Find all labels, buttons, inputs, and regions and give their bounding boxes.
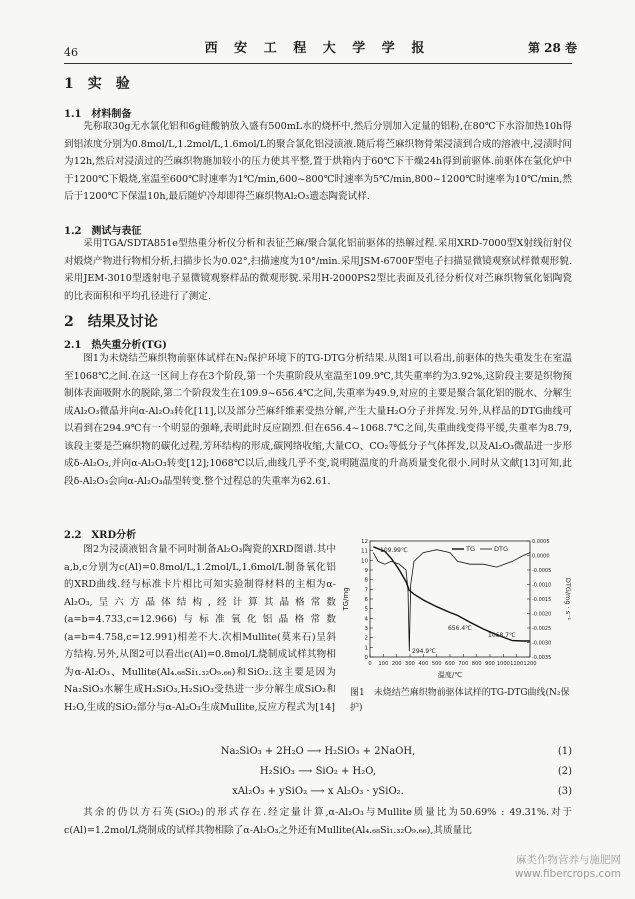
y-left-tick-label: 0: [364, 655, 368, 661]
annotation-656: 656.4℃: [448, 625, 472, 632]
y-left-tick-label: 4: [364, 616, 368, 623]
equation-1: [64, 743, 572, 761]
y-left-tick-label: 6: [364, 597, 368, 603]
paragraph-materials: 先称取30g无水氯化铝和6g硅酸钠放入盛有500mL水的烧杯中,然后分别加入定量的铝粉,在80℃下水浴加热10h得到铝浓度分别为0.8mol/L,1.2mol/L,1.6mol/L的聚合氯化铝浸渍液.随后将苎麻织物骨架浸渍到合成的溶液中,浸渍时间为12h,然后对浸渍过的苎麻织物施加较小的压力使其平整,置于烘箱内于60℃下干燥24h得到前驱体.前驱体在氩化炉中于1200℃下煅烧,室温至600℃时速率为1℃/min,600~800℃时速率为5℃/min,800~1200℃时速率为10℃/min,然后于1200℃下保温10h,最后随炉冷却即得苎麻织物Al₂O₃遗态陶瓷试样.: [64, 121, 572, 202]
subsection-heading-materials: 1.1 材料制备: [64, 109, 132, 120]
annotation-1068: 1068.7℃: [488, 632, 516, 639]
equation-3: [64, 783, 572, 801]
x-tick-label: 0: [368, 661, 372, 667]
y-right-tick-label: -0.0020: [532, 611, 552, 618]
y-left-tick-label: 5: [364, 606, 368, 613]
tg-dtg-chart: [340, 533, 572, 703]
x-tick-label: 300: [405, 661, 415, 667]
equation-3-body: xAl₂O₃ + ySiO₂ ⟶ x Al₂O₃ · ySiO₂.: [232, 786, 404, 797]
annotation-109: 109.99℃: [380, 547, 408, 554]
x-tick-label: 100: [378, 661, 389, 667]
equation-2: [64, 763, 572, 781]
x-tick-label: 500: [431, 661, 442, 667]
y-right-tick-label: -0.0015: [532, 597, 552, 603]
y-left-tick-label: 2: [364, 635, 368, 642]
y-right-tick-label: -0.0005: [532, 568, 552, 574]
paragraph-testing: 采用TGA/SDTA851e型热重分析仪分析和表征苎麻/聚合氯化铝前驱体的热解过程.采用XRD-7000型X射线衍射仪对煅烧产物进行物相分析,扫描步长为0.02°,扫描速度为10°/min.采用JSM-6700F型电子扫描显微镜观察试样微观形貌.采用JEM-3010型透射电子显微镜观察样品的微观形貌.采用H-2000PS2型比表面及孔径分析仪对苎麻织物氧化铝陶瓷的比表面积和平均孔径进行了测定.: [64, 238, 572, 302]
section-heading-experiment: 1 实 验: [64, 76, 130, 92]
y-left-tick-label: 11: [361, 548, 368, 555]
y-left-tick-label: 12: [361, 539, 368, 545]
y-left-axis-label: TG/mg: [342, 587, 350, 611]
equation-2-number: (2): [557, 766, 572, 777]
y-right-tick-label: -0.0025: [532, 626, 552, 632]
paragraph-tg: 图1为未烧结苎麻织物前驱体试样在N₂保护环境下的TG-DTG分析结果.从图1可以看出,前驱体的热失重发生在室温至1068℃之间.在这一区间上存在3个阶段,第一个失重阶段从室温至109.9℃,其失重率约为3.92%,这阶段主要是织物预制体表面吸附水的脱除,第二个阶段发生在109.9~656.4℃之间,失重率为49.9,对应的主要是聚合氯化铝的脱水、分解生成Al₂O₃微晶并向α-Al₂O₃转化[11],以及部分苎麻纤维素受热分解,产生大量H₂O分子并挥发.另外,从样品的DTG曲线可以看到在294.9℃有一个明显的强峰,表明此时反应剧烈.但在656.4~1068.7℃之间,失重曲线变得平缓,失重率为8.79,该段主要是苎麻织物的碳化过程,芳环结构的形成,碳网络收缩,大量CO、CO₂等低分子气体挥发,以及Al₂O₃微晶进一步形成δ-Al₂O₃,并向α-Al₂O₃转变[12];1068℃以后,曲线几乎不变,说明随温度的升高质量变化很小.同时从文献[13]可知,此段δ-Al₂O₃会向α-Al₂O₃晶型转变.整个过程总的失重率为62.61.: [64, 353, 572, 487]
subsection-heading-testing: 1.2 测试与表征: [64, 226, 142, 237]
x-axis-label: 温度/℃: [437, 671, 463, 679]
equation-2-body: H₂SiO₃ ⟶ SiO₂ + H₂O,: [259, 766, 377, 777]
watermark: [515, 853, 621, 881]
x-tick-label: 800: [471, 661, 482, 667]
y-right-tick-label: -0.0010: [532, 582, 552, 589]
y-right-tick-label: -0.0030: [532, 640, 552, 647]
header-rule: [64, 63, 572, 64]
x-tick-label: 700: [458, 661, 469, 667]
page-number: 46: [64, 46, 78, 59]
paragraph-xrd: 图2为浸渍液铝含量不同时制备Al₂O₃陶瓷的XRD图谱.其中a,b,c分别为c(Al)=0.8mol/L,1.2mol/L,1.6mol/L制备氧化铝的XRD曲线.经与标准卡片相比可知实验制得材料的主相为α-Al₂O₃,呈六方晶体结构,经计算其晶格常数(a=b=4.733,c=12.966)与标准氧化铝晶格常数(a=b=4.758,c=12.991)相差不大.次相Mullite(莫来石)呈斜方结构.另外,从图2可以看出c(Al)=0.8mol/L烧制成试样其物相为α-Al₂O₃、Mullite(Al₄.₆₈Si₁.₃₂O₉.₆₆)和SiO₂.这主要是因为Na₂SiO₃水解生成H₂SiO₃,H₂SiO₃受热进一步分解生成SiO₂和H₂O,生成的SiO₂部分与α-Al₂O₃生成Mullite,反应方程式为[14]: [64, 544, 336, 713]
y-right-tick-label: 0.0005: [532, 539, 550, 545]
y-right-axis-label: DTG/mg · s⁻¹: [564, 577, 572, 621]
x-tick-label: 1100: [510, 661, 524, 667]
x-tick-label: 200: [391, 661, 402, 667]
legend-label-tg: TG: [466, 545, 476, 553]
y-left-tick-label: 3: [364, 626, 368, 632]
x-tick-label: 600: [445, 661, 455, 667]
y-left-tick-label: 7: [364, 587, 368, 594]
equation-1-number: (1): [557, 746, 572, 757]
plot-frame: [370, 541, 530, 657]
watermark-url: www.fibercrops.com: [514, 868, 621, 880]
volume-label: 第 28 卷: [528, 41, 578, 55]
figure-caption: 图1 未烧结苎麻织物前驱体试样的TG-DTG曲线(N₂保护): [350, 688, 570, 713]
y-left-tick-label: 10: [361, 558, 368, 565]
equation-3-number: (3): [557, 786, 572, 797]
legend-label-dtg: DTG: [494, 545, 509, 553]
paragraph-xrd-continued: 其余的仍以方石英(SiO₂)的形式存在.经定量计算,α-Al₂O₃与Mullite质量比为50.69% : 49.31%.对于c(Al)=1.2mol/L烧制成的试样其物相除了α-Al₂O₃之外还有Mullite(Al₄.₆₈Si₁.₃₂O₉.₆₆),其质量比: [64, 807, 572, 836]
x-tick-label: 900: [485, 661, 495, 667]
x-tick-label: 1200: [523, 661, 537, 667]
y-right-tick-label: 0.0000: [532, 553, 550, 560]
y-left-tick-label: 8: [364, 577, 368, 584]
figure-tg-dtg: [340, 533, 572, 703]
section-heading-results: 2 结果及讨论: [64, 314, 158, 330]
y-right-tick-label: -0.0035: [532, 655, 552, 661]
y-left-tick-label: 1: [364, 645, 368, 652]
x-tick-label: 400: [418, 661, 429, 667]
subsection-heading-xrd: 2.2 XRD分析: [64, 530, 137, 541]
subsection-heading-tg: 2.1 热失重分析(TG): [64, 340, 167, 351]
watermark-site-name: 麻类作物营养与施肥网: [516, 854, 621, 866]
journal-title: 西 安 工 程 大 学 学 报: [204, 41, 431, 56]
annotation-294: 294.9℃: [412, 648, 436, 655]
x-tick-label: 1000: [496, 661, 510, 667]
y-left-tick-label: 9: [364, 568, 368, 574]
equation-1-body: Na₂SiO₃ + 2H₂O ⟶ H₂SiO₃ + 2NaOH,: [220, 746, 416, 757]
